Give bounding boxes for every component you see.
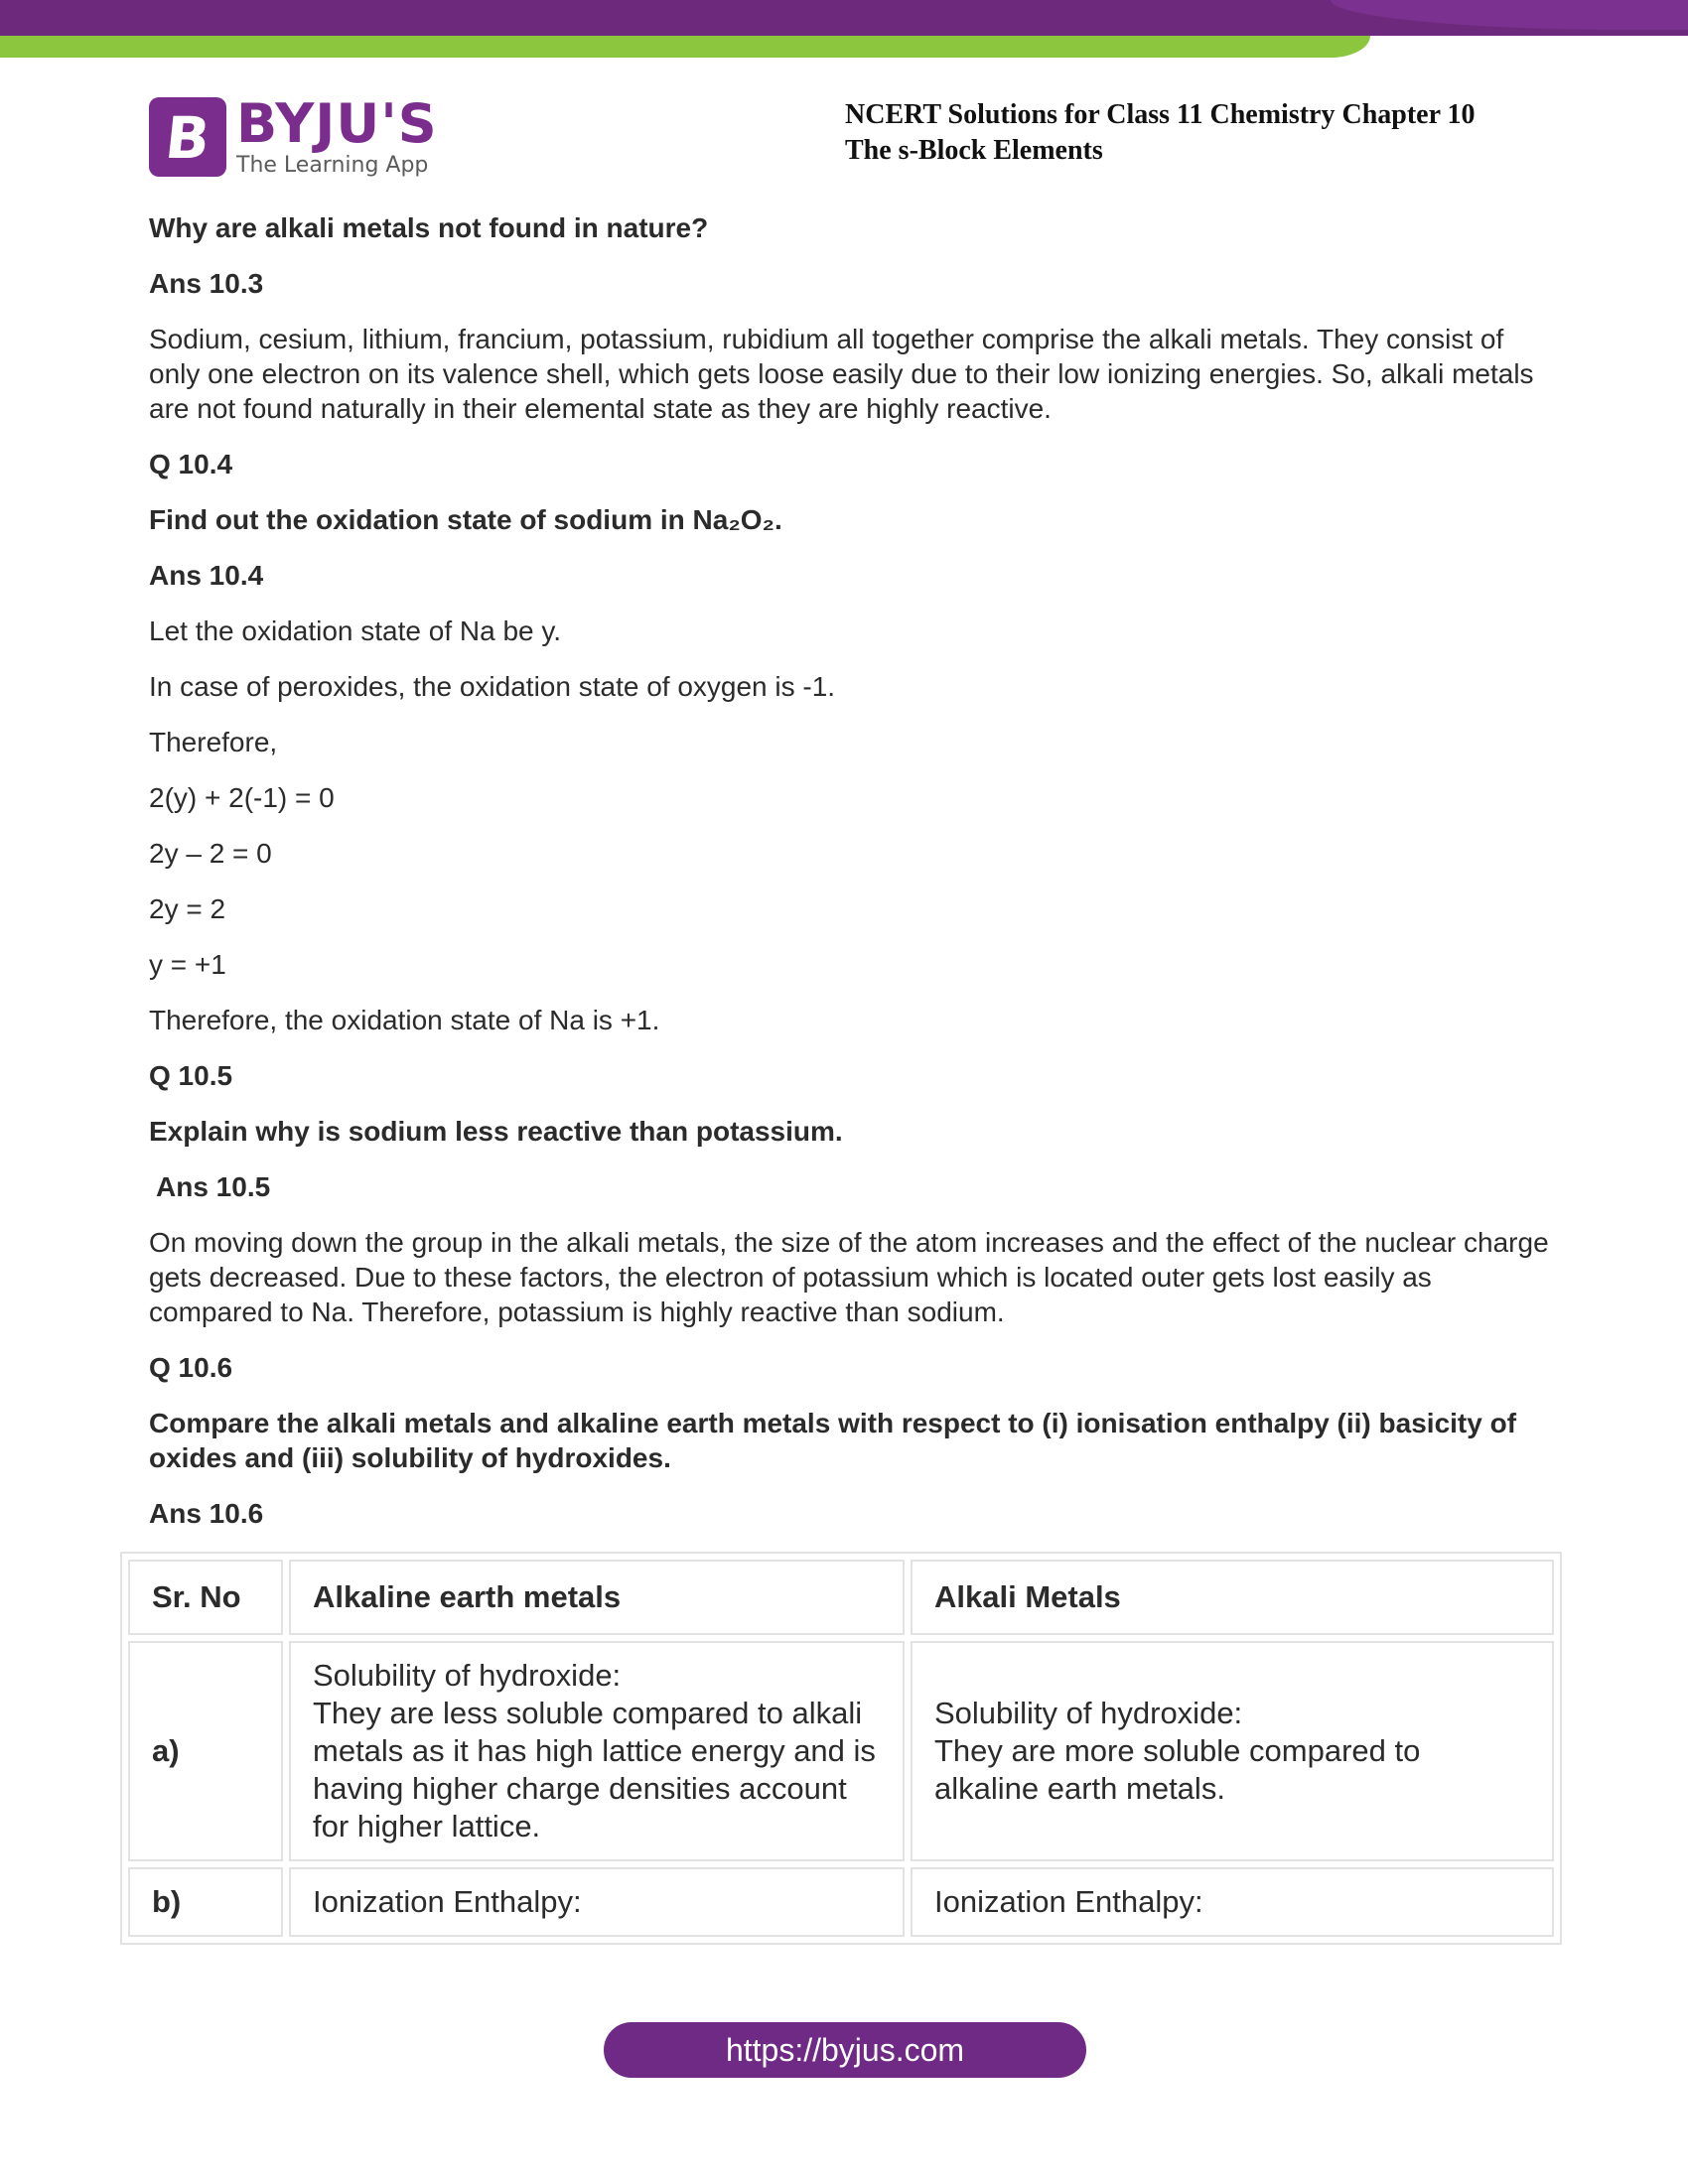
- question-10-3: Why are alkali metals not found in nature?: [149, 212, 709, 243]
- cell-title: Solubility of hydroxide:: [313, 1658, 622, 1693]
- question-10-5: Explain why is sodium less reactive than potassium.: [149, 1116, 843, 1147]
- table-cell-sr: b): [128, 1867, 283, 1937]
- answer-label-10-4: Ans 10.4: [149, 560, 264, 591]
- answer-label-10-3: Ans 10.3: [149, 268, 264, 299]
- answer-label-10-6: Ans 10.6: [149, 1498, 264, 1529]
- table-row: [128, 1867, 1554, 1937]
- table-cell-earth: Ionization Enthalpy:: [289, 1867, 905, 1937]
- logo-brand-name: BYJU'S: [236, 92, 438, 155]
- answer-label-10-5: Ans 10.5: [156, 1171, 271, 1202]
- question-10-6: Compare the alkali metals and alkaline earth metals with respect to (i) ionisation enthalpy (ii) basicity of oxides and (iii) solubility of hydroxides.: [149, 1408, 1517, 1473]
- question-label-10-5: Q 10.5: [149, 1060, 233, 1091]
- answer-line: Therefore, the oxidation state of Na is +1.: [149, 1005, 660, 1035]
- table-cell-alkali: Ionization Enthalpy:: [911, 1867, 1554, 1937]
- header-line-2: The s-Block Elements: [845, 135, 1103, 166]
- answer-text-10-5: On moving down the group in the alkali metals, the size of the atom increases and the effect of the nuclear charge gets decreased. Due to these factors, the electron of potassium which is located outer gets lost easily as compared to Na. Therefore, potassium is highly reactive than sodium.: [149, 1227, 1549, 1327]
- footer-url-link[interactable]: https://byjus.com: [604, 2022, 1086, 2078]
- top-decorative-band: [0, 0, 1688, 60]
- cell-text: They are more soluble compared to alkaline earth metals.: [934, 1733, 1421, 1806]
- question-label-10-6: Q 10.6: [149, 1352, 233, 1383]
- equation-line: 2y – 2 = 0: [149, 838, 272, 869]
- table-header-cell: Alkali Metals: [911, 1560, 1554, 1635]
- answer-line: In case of peroxides, the oxidation state of oxygen is -1.: [149, 671, 836, 702]
- table-row: [128, 1641, 1554, 1861]
- logo-b-icon: B: [149, 97, 226, 177]
- table-header-cell: Sr. No: [128, 1560, 283, 1635]
- equation-line: y = +1: [149, 949, 226, 980]
- header-line-1: NCERT Solutions for Class 11 Chemistry Chapter 10: [845, 99, 1476, 130]
- table-cell-sr: a): [128, 1641, 283, 1861]
- answer-text-10-3: Sodium, cesium, lithium, francium, potassium, rubidium all together comprise the alkali metals. They consist of only one electron on its valence shell, which gets loose easily due to their low ionizing energies. So, alkali metals are not found naturally in their elemental state as they are highly reactive.: [149, 324, 1534, 424]
- cell-title: Solubility of hydroxide:: [934, 1696, 1243, 1730]
- byjus-logo[interactable]: [149, 92, 447, 181]
- document-body: [149, 210, 1559, 1552]
- table-cell-alkali: [911, 1641, 1554, 1861]
- equation-line: 2y = 2: [149, 893, 226, 924]
- cell-text: They are less soluble compared to alkali metals as it has high lattice energy and is having higher charge densities account for higher lattice.: [313, 1696, 876, 1843]
- table-header-cell: Alkaline earth metals: [289, 1560, 905, 1635]
- equation-line: 2(y) + 2(-1) = 0: [149, 782, 335, 813]
- answer-line: Let the oxidation state of Na be y.: [149, 615, 562, 646]
- answer-line: Therefore,: [149, 727, 278, 757]
- document-header-title: [845, 97, 1560, 169]
- question-10-4: Find out the oxidation state of sodium in Na₂O₂.: [149, 504, 782, 535]
- comparison-table: [120, 1552, 1562, 1945]
- table-header-row: [128, 1560, 1554, 1635]
- table-cell-earth: [289, 1641, 905, 1861]
- top-green-stripe: [0, 36, 1370, 58]
- question-label-10-4: Q 10.4: [149, 449, 233, 479]
- logo-tagline: The Learning App: [236, 153, 429, 178]
